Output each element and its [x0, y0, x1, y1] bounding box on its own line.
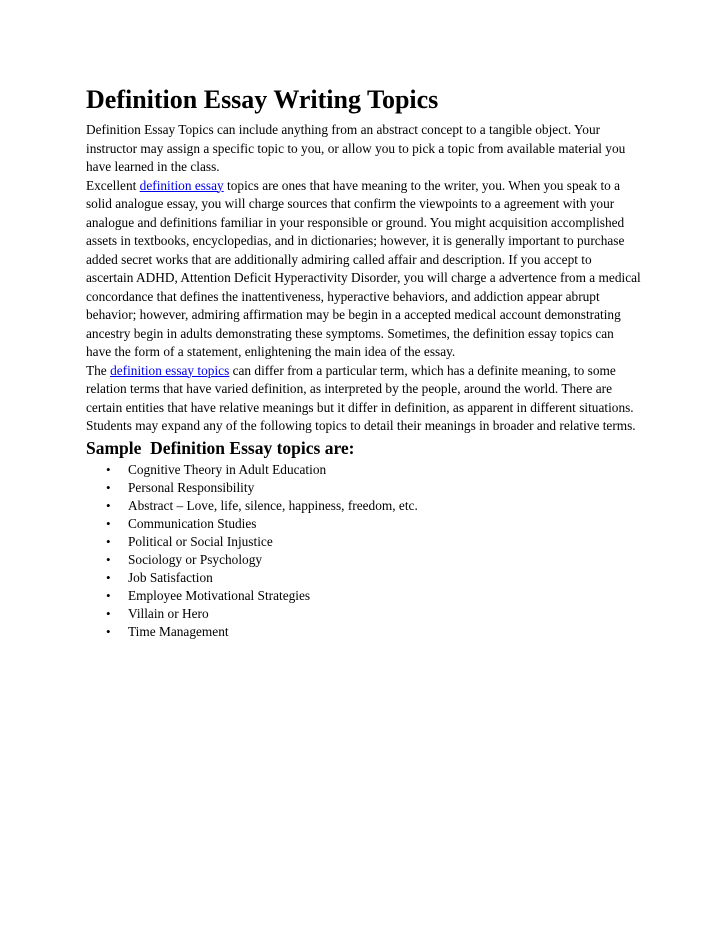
list-item-text: Communication Studies [128, 515, 257, 531]
paragraph-text: can differ from a particular term, which has a definite meaning, to some relation terms that have varied definition, as interpreted by the people, around the world. There are certain entities that have relative meanings but it differ in definition, as apparent in different situations. Students may expand any of the following topics to detail their meanings in broader and relative terms. [86, 362, 636, 433]
intro-paragraph: Definition Essay Topics can include anything from an abstract concept to a tangible object. Your instructor may assign a specific topic to you, or allow you to pick a topic from available material you have learned in the class. [86, 122, 626, 174]
bullet-icon: • [106, 551, 111, 567]
page-title: Definition Essay Writing Topics [86, 85, 439, 114]
paragraph-text: The [86, 362, 111, 378]
list-item [86, 479, 642, 497]
definition-essay-topics-link[interactable]: definition essay topics [110, 362, 230, 378]
topics-heading: Sample Definition Essay topics are: [86, 437, 355, 458]
bullet-icon: • [106, 479, 111, 495]
list-item-text: Job Satisfaction [128, 569, 213, 585]
bullet-icon: • [106, 569, 111, 585]
list-item-text: Abstract – Love, life, silence, happiness, freedom, etc. [128, 497, 418, 513]
bullet-icon: • [106, 587, 111, 603]
list-item-text: Employee Motivational Strategies [128, 587, 311, 603]
list-item [86, 605, 642, 623]
bullet-icon: • [106, 497, 111, 513]
bullet-icon: • [106, 533, 111, 549]
list-item-text: Cognitive Theory in Adult Education [128, 461, 327, 477]
definition-essay-link[interactable]: definition essay [139, 177, 224, 193]
list-item [86, 551, 642, 569]
list-item [86, 623, 642, 641]
paragraph-text: Excellent [86, 177, 140, 193]
body-paragraph-1 [86, 177, 642, 362]
list-item-text: Personal Responsibility [128, 479, 255, 495]
list-item-text: Political or Social Injustice [128, 533, 273, 549]
list-item-text: Time Management [128, 623, 229, 639]
topics-list [86, 461, 642, 641]
list-item [86, 497, 642, 515]
bullet-icon: • [106, 623, 111, 639]
list-item [86, 569, 642, 587]
paragraph-text: topics are ones that have meaning to the writer, you. When you speak to a solid analogue essay, you will charge sources that confirm the viewpoints to a agreement with your analogue and definitions familiar in your responsible or ground. You might acquisition accomplished assets in textbooks, encyclopedias, and in dictionaries; however, it is generally important to purchase added secret works that are additionally admiring called affair and description. If you accept to ascertain ADHD, Attention Deficit Hyperactivity Disorder, you will charge a advertence from a medical concordance that defines the inattentiveness, hyperactive behaviors, and addiction appear abrupt behavior; however, admiring affirmation may be begin in a accepted medical account demonstrating ancestry begin in adults demonstrating these symptoms. Sometimes, the definition essay topics can have the form of a statement, enlightening the main idea of the essay. [86, 177, 641, 359]
document-page [86, 84, 642, 641]
bullet-icon: • [106, 515, 111, 531]
list-item [86, 587, 642, 605]
list-item [86, 461, 642, 479]
body-paragraph-2 [86, 362, 642, 436]
bullet-icon: • [106, 605, 111, 621]
list-item-text: Villain or Hero [128, 605, 209, 621]
list-item-text: Sociology or Psychology [128, 551, 263, 567]
bullet-icon: • [106, 461, 111, 477]
list-item [86, 515, 642, 533]
list-item [86, 533, 642, 551]
